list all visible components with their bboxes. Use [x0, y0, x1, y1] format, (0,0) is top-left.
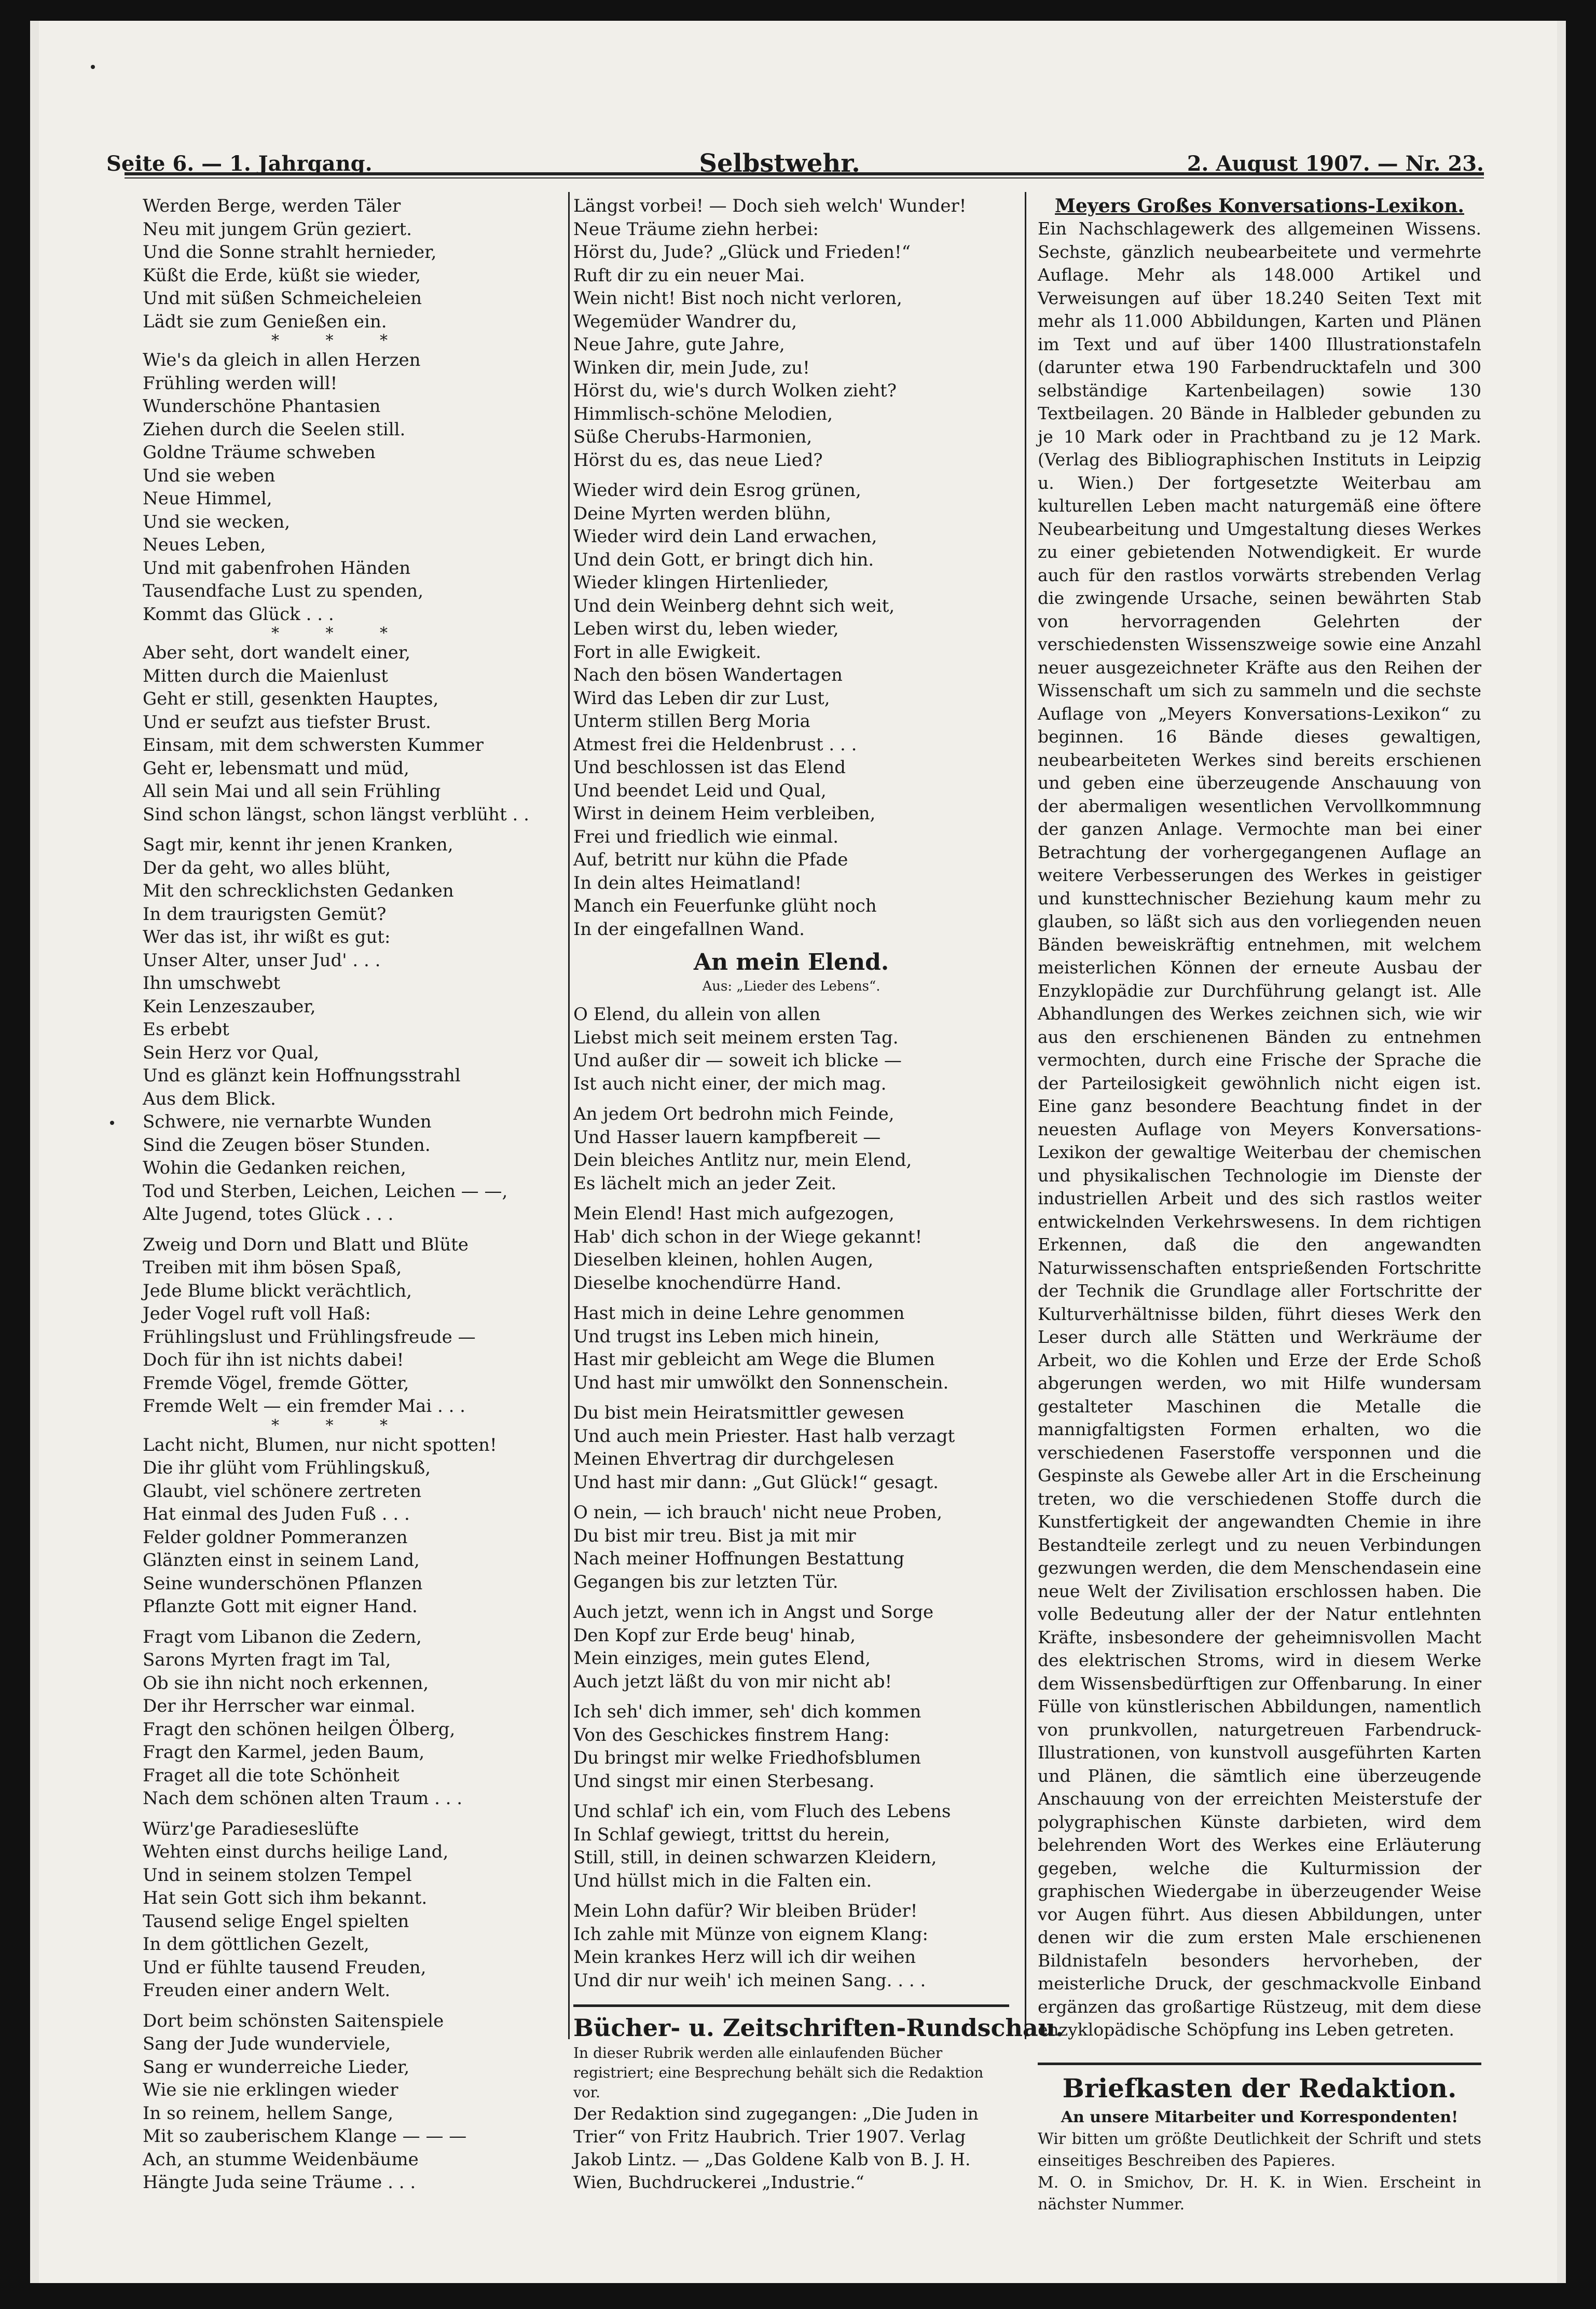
poem-line: Den Kopf zur Erde beug' hinab, — [573, 1625, 856, 1646]
poem-line: Glaubt, viel schönere zertreten — [143, 1480, 422, 1502]
poem-line: Winken dir, mein Jude, zu! — [573, 357, 810, 378]
poem-line: Hörst du, wie's durch Wolken zieht? — [573, 380, 897, 401]
stanza-gap — [573, 1095, 1009, 1103]
poem-line: An jedem Ort bedrohn mich Feinde, — [573, 1104, 895, 1124]
poem-line: Goldne Träume schweben — [143, 442, 376, 463]
section-rule — [1038, 2063, 1481, 2065]
poem-line: Und dein Gott, er bringt dich hin. — [573, 549, 874, 570]
poem-line: Jeder Vogel ruft voll Haß: — [143, 1303, 371, 1324]
poem-line: Dein bleiches Antlitz nur, mein Elend, — [573, 1150, 912, 1171]
poem-line: In der eingefallnen Wand. — [573, 918, 805, 940]
poem-line: Ich seh' dich immer, seh' dich kommen — [573, 1701, 921, 1722]
poem-line: Und singst mir einen Sterbesang. — [573, 1770, 875, 1792]
poem-line: Und in seinem stolzen Tempel — [143, 1864, 412, 1886]
poem-line: Himmlisch-schöne Melodien, — [573, 403, 833, 424]
poem-line: Meinen Ehvertrag dir durchgelesen — [573, 1449, 895, 1469]
header-right: 2. August 1907. — Nr. 23. — [1187, 151, 1484, 176]
scan-border-top — [0, 0, 1596, 21]
poem-line: Neue Träume ziehn herbei: — [573, 218, 819, 240]
poem-line: Wein nicht! Bist noch nicht verloren, — [573, 288, 902, 309]
poem-line: Und mit gabenfrohen Händen — [143, 557, 411, 579]
poem-line: Und hüllst mich in die Falten ein. — [573, 1870, 872, 1891]
poem-line: Fort in alle Ewigkeit. — [573, 641, 762, 663]
poem-line: Aber seht, dort wandelt einer, — [143, 642, 411, 663]
poem-line: Und beendet Leid und Qual, — [573, 780, 827, 801]
rundschau-title: Bücher- u. Zeitschriften-Rundschau. — [573, 2014, 1064, 2042]
poem-line: Wird das Leben dir zur Lust, — [573, 688, 830, 709]
poem-line: Deine Myrten werden blühn, — [573, 503, 832, 524]
poem-line: Es lächelt mich an jeder Zeit. — [573, 1173, 837, 1194]
poem-line: Mein einziges, mein gutes Elend, — [573, 1648, 871, 1669]
poem-line: Die ihr glüht vom Frühlingskuß, — [143, 1458, 431, 1478]
poem-line: Und dein Weinberg dehnt sich weit, — [573, 595, 895, 616]
column-poem-1 — [143, 195, 537, 2194]
poem-line: Treiben mit ihm bösen Spaß, — [143, 1257, 402, 1278]
poem-line: Gegangen bis zur letzten Tür. — [573, 1571, 838, 1592]
poem-line: Neue Himmel, — [143, 488, 272, 509]
poem-line: Küßt die Erde, küßt sie wieder, — [143, 265, 421, 286]
poem-line: Doch für ihn ist nichts dabei! — [143, 1350, 404, 1370]
poem-line: Du bist mir treu. Bist ja mit mir — [573, 1525, 856, 1546]
poem-line: Und sie weben — [143, 465, 276, 486]
review-body: Ein Nachschlagewerk des allgemeinen Wissens. Sechste, gänzlich neubearbeitete und vermehrte Auflage. Mehr als 148.000 Artikel und Verweisungen auf über 18.240 Seiten Text mit mehr als 11.000 Abbildungen, Karten und Plänen im Text und auf über 1400 Illustrationstafeln (darunter etwa 190 Farbendrucktafeln und 300 selbständige Kartenbeilagen) sowie 130 Textbeilagen. 20 Bände in Halbleder gebunden zu je 10 Mark oder in Prachtband zu je 12 Mark. (Verlag des Bibliographischen Instituts in Leipzig u. Wien.) Der fortgesetzte Weiterbau am kulturellen Leben macht naturgemäß eine öftere Neubearbeitung und Umgestaltung dieses Werkes zu einer gebietenden Notwendigkeit. Er wurde auch für den rastlos vorwärts strebenden Verlag die zwingende Ursache, seinen bewährten Stab von hervorragenden Gelehrten der verschiedensten Wissenszweige sowie eine Anzahl neuer ausgezeichneter Kräfte aus den Reihen der Wissenschaft um sich zu sammeln und die sechste Auflage von „Meyers Konversations-Lexikon“ zu beginnen. 16 Bände dieses gewaltigen, neubearbeiteten Werkes sind bereits erschienen und geben eine überzeugende Anschauung von der abermaligen wesentlichen Vervollkommnung der ganzen Anlage. Vermochte man bei einer Betrachtung der vorhergegangenen Auflage an weitere Verbesserungen des Werkes in geistiger und kunsttechnischer Beziehung kaum mehr zu glauben, so läßt sich aus den vorliegenden neuen Bänden beweiskräftig entnehmen, mit welchem meisterlichen Können der erneute Ausbau der Enzyklopädie zur Durchführung gelangt ist. Alle Abhandlungen des Werkes zeichnen sich, wie wir aus den erschienenen Bänden zu entnehmen vermochten, durch eine Frische der Sprache die der Parteilosigkeit gewöhnlich nicht eigen ist. Eine ganz besondere Beachtung findet in der neuesten Auflage von Meyers Konversations-Lexikon der gewaltige Weiterbau der chemischen und physikalischen Technologie im Dienste der industriellen Arbeit und des sich rastlos weiter entwickelnden Verkehrswesens. In dem richtigen Erkennen, daß die den angewandten Naturwissenschaften entsprießenden Fortschritte der Technik die Grundlage aller Fortschritte der Kulturverhältnisse bilden, führt dieses Werk den Leser durch alle Stätten und Werkräume der Arbeit, wo die Kohlen und Erze der Erde Schoß abgerungen werden, wo mit Hilfe wundersam gestalteter Maschinen die Metalle die mannigfaltigsten Formen erhalten, wo die verschiedenen Faserstoffe versponnen und die Gespinste als Gewebe aller Art in die Erscheinung treten, wo die verschiedenen Stoffe durch die Kunstfertigkeit der angewandten Chemie in ihre Bestandteile zerlegt und zu neuen Verbindungen gezwungen werden, die dem Menschendasein eine neue Welt der Zivilisation erschlossen haben. Die volle Bedeutung aller der der Natur entlehnten Kräfte, insbesondere der geheimnisvollen Macht des elektrischen Stroms, wird in diesem Werke dem Wissensbedürftigen zur Offenbarung. In einer Fülle von künstlerischen Abbildungen, namentlich von prunkvollen, naturgetreuen Farbendruck-Illustrationen, von kunstvoll ausgeführten Karten und Plänen, die sämtlich eine überzeugende Anschauung von der erreichten Meisterstufe der polygraphischen Künste darbieten, wird dem belehrenden Wort des Werkes eine Erläuterung gegeben, welche die Kulturmission der graphischen Wiedergabe in überzeugender Weise vor Augen führt. Aus diesen Abbildungen, unter denen wir die zum ersten Male erschienenen Bildnistafeln besonders hervorheben, der meisterliche Druck, der geschmackvolle Einband ergänzen das großartige Rüstzeug, mit dem diese enzyklopädische Schöpfung ins Leben getreten. — [1038, 218, 1481, 2040]
header-left: Seite 6. — 1. Jahrgang. — [106, 151, 373, 176]
poem-line: Frühling werden will! — [143, 373, 338, 394]
briefkasten-note: Wir bitten um größte Deutlichkeit der Schrift und stets einseitiges Beschreiben des Papieres. — [1038, 2129, 1481, 2170]
poem-line: Jede Blume blickt verächtlich, — [143, 1280, 412, 1301]
poem-line: Neu mit jungem Grün geziert. — [143, 218, 412, 240]
poem-line: O Elend, du allein von allen — [573, 1004, 821, 1025]
column-divider-2 — [1025, 192, 1026, 2039]
poem-line: Sang er wunderreiche Lieder, — [143, 2056, 410, 2078]
stanza-gap — [573, 1195, 1009, 1202]
poem-line: Nach dem schönen alten Traum . . . — [143, 1788, 463, 1809]
poem-line: Neues Leben, — [143, 534, 266, 555]
poem-line: Sagt mir, kennt ihr jenen Kranken, — [143, 834, 453, 855]
stanza-gap — [573, 1593, 1009, 1601]
poem-line: Fragt den schönen heilgen Ölberg, — [143, 1719, 456, 1740]
poem-line: Nach den bösen Wandertagen — [573, 665, 843, 685]
poem-line: Und mit süßen Schmeicheleien — [143, 288, 422, 309]
stanza-stars: * * * — [271, 332, 409, 350]
poem-line: Hat einmal des Juden Fuß . . . — [143, 1504, 410, 1524]
poem-line: Tausendfache Lust zu spenden, — [143, 581, 423, 601]
poem-line: Sarons Myrten fragt im Tal, — [143, 1650, 391, 1670]
poem-line: Wieder wird dein Land erwachen, — [573, 526, 877, 547]
rundschau-note: In dieser Rubrik werden alle einlaufenden Bücher registriert; eine Besprechung behält sich die Redaktion vor. — [573, 2044, 984, 2101]
poem-line: Hat sein Gott sich ihm bekannt. — [143, 1888, 428, 1908]
poem-line: Du bist mein Heiratsmittler gewesen — [573, 1403, 904, 1423]
poem-line: Auch jetzt, wenn ich in Angst und Sorge — [573, 1602, 934, 1623]
poem-line: Wegemüder Wandrer du, — [573, 311, 797, 332]
poem-line: In so reinem, hellem Sange, — [143, 2102, 394, 2124]
column-poem-2 — [573, 195, 1064, 2194]
poem-line: Längst vorbei! — Doch sieh welch' Wunder! — [573, 196, 967, 216]
poem-line: In dem traurigsten Gemüt? — [143, 903, 387, 925]
poem-line: In Schlaf gewiegt, trittst du herein, — [573, 1824, 890, 1845]
poem-line: Frei und friedlich wie einmal. — [573, 826, 839, 847]
stanza-gap — [573, 1693, 1009, 1700]
poem-line: Leben wirst du, leben wieder, — [573, 619, 839, 639]
poem-line: Mein Lohn dafür? Wir bleiben Brüder! — [573, 1901, 918, 1921]
poem-line: Pflanzte Gott mit eigner Hand. — [143, 1596, 418, 1617]
poem-line: Liebst mich seit meinem ersten Tag. — [573, 1027, 899, 1048]
stanza-gap — [143, 2002, 537, 2010]
poem-line: Ziehen durch die Seelen still. — [143, 419, 406, 440]
stanza-gap — [143, 1226, 537, 1233]
poem-line: Ruft dir zu ein neuer Mai. — [573, 265, 805, 286]
poem-line: Hängte Juda seine Träume . . . — [143, 2172, 416, 2193]
poem-line: Manch ein Feuerfunke glüht noch — [573, 896, 877, 916]
poem-line: Seine wunderschönen Pflanzen — [143, 1573, 423, 1594]
poem-line: Ach, an stumme Weidenbäume — [143, 2149, 419, 2170]
poem-line: Tod und Sterben, Leichen, Leichen — —, — [143, 1180, 508, 1202]
poem-line: Werden Berge, werden Täler — [143, 196, 401, 216]
poem-line: In dem göttlichen Gezelt, — [143, 1934, 369, 1955]
poem-line: Süße Cherubs-Harmonien, — [573, 427, 813, 447]
poem-line: Neue Jahre, gute Jahre, — [573, 334, 785, 355]
poem-line: Und hast mir umwölkt den Sonnenschein. — [573, 1372, 949, 1393]
poem-line: Nach meiner Hoffnungen Bestattung — [573, 1548, 905, 1569]
poem-line: Hörst du, Jude? „Glück und Frieden!“ — [573, 242, 911, 263]
poem-line: Kommt das Glück . . . — [143, 603, 334, 625]
header-masthead: Selbstwehr. — [699, 149, 860, 178]
poem-line: Sang der Jude wunderviele, — [143, 2033, 391, 2054]
poem-line: Sind schon längst, schon längst verblüht . . — [143, 804, 529, 825]
poem-line: All sein Mai und all sein Frühling — [143, 781, 441, 802]
poem-line: Und Hasser lauern kampfbereit — — [573, 1126, 881, 1148]
poem-source: Aus: „Lieder des Lebens“. — [702, 979, 880, 994]
poem-line: Mein Elend! Hast mich aufgezogen, — [573, 1203, 895, 1224]
poem-line: In dein altes Heimatland! — [573, 872, 802, 894]
poem-line: Dort beim schönsten Saitenspiele — [143, 2010, 444, 2031]
scan-border-bottom — [0, 2283, 1596, 2309]
poem-line: Fremde Vögel, fremde Götter, — [143, 1372, 409, 1394]
poem-line: Geht er, lebensmatt und müd, — [143, 758, 409, 779]
poem-line: Wehten einst durchs heilige Land, — [143, 1841, 449, 1862]
poem-line: Und er fühlte tausend Freuden, — [143, 1957, 426, 1978]
poem-line: Und sie wecken, — [143, 511, 291, 532]
column-review — [1038, 195, 1481, 2216]
poem-line: Auch jetzt läßt du von mir nicht ab! — [573, 1671, 892, 1692]
poem-line: Alte Jugend, totes Glück . . . — [143, 1204, 394, 1225]
poem-line: Und außer dir — soweit ich blicke — — [573, 1050, 902, 1071]
stanza-stars: * * * — [271, 624, 409, 642]
poem-line: Fraget all die tote Schönheit — [143, 1765, 400, 1786]
header-rule — [125, 172, 1484, 175]
poem-line: Wie's da gleich in allen Herzen — [143, 350, 421, 370]
scan-border-left — [0, 0, 30, 2309]
briefkasten-answer: M. O. in Smichov, Dr. H. K. in Wien. Erscheint in nächster Nummer. — [1038, 2173, 1481, 2214]
header-rule-thin — [125, 177, 1484, 178]
stanza-gap — [573, 941, 1009, 948]
poem-line: Mit den schrecklichsten Gedanken — [143, 881, 454, 901]
stanza-stars: * * * — [271, 1416, 409, 1435]
poem-line: Aus dem Blick. — [143, 1088, 276, 1109]
poem-line: Lädt sie zum Genießen ein. — [143, 311, 387, 332]
stanza-gap — [573, 1394, 1009, 1401]
poem-line: Hast mir gebleicht am Wege die Blumen — [573, 1349, 935, 1370]
poem-line: Und trugst ins Leben mich hinein, — [573, 1326, 880, 1347]
poem-line: Wunderschöne Phantasien — [143, 396, 381, 417]
briefkasten-subtitle: An unsere Mitarbeiter und Korrespondenten! — [1061, 2108, 1459, 2126]
poem-line: Es erbebt — [143, 1019, 229, 1040]
poem-line: Hörst du es, das neue Lied? — [573, 449, 823, 471]
poem-line: Wirst in deinem Heim verbleiben, — [573, 803, 876, 824]
poem-line: Ob sie ihn nicht noch erkennen, — [143, 1672, 429, 1694]
poem-line: Lacht nicht, Blumen, nur nicht spotten! — [143, 1434, 497, 1455]
poem-line: Ist auch nicht einer, der mich mag. — [573, 1073, 887, 1094]
poem-line: Glänzten einst in seinem Land, — [143, 1550, 420, 1571]
stanza-gap — [573, 1494, 1009, 1501]
poem-line: Mein krankes Herz will ich dir weihen — [573, 1947, 916, 1968]
poem-line: Einsam, mit dem schwersten Kummer — [143, 735, 484, 755]
stanza-gap — [143, 1618, 537, 1626]
poem-line: Und beschlossen ist das Elend — [573, 757, 846, 778]
stanza-gap — [573, 472, 1009, 479]
poem-line: Kein Lenzeszauber, — [143, 996, 316, 1017]
poem-line: Freuden einer andern Welt. — [143, 1980, 391, 2001]
poem-line: Hab' dich schon in der Wiege gekannt! — [573, 1226, 923, 1247]
poem-line: Hast mich in deine Lehre genommen — [573, 1303, 905, 1324]
poem-line: Mit so zauberischem Klange — — — — [143, 2126, 467, 2147]
poem-line: Unterm stillen Berg Moria — [573, 711, 810, 732]
poem-line: Wieder klingen Hirtenlieder, — [573, 572, 829, 593]
poem-line: Der ihr Herrscher war einmal. — [143, 1696, 416, 1716]
column-divider-1 — [568, 192, 570, 2039]
poem-line: Und dir nur weih' ich meinen Sang. . . . — [573, 1970, 926, 1991]
stanza-gap — [573, 996, 1009, 1003]
poem-line: Fremde Welt — ein fremder Mai . . . — [143, 1396, 465, 1417]
poem-line: Würz'ge Paradieseslüfte — [143, 1818, 359, 1839]
poem-line: Der da geht, wo alles blüht, — [143, 857, 391, 878]
poem-line: Still, still, in deinen schwarzen Kleidern, — [573, 1847, 937, 1868]
poem-line: Und er seufzt aus tiefster Brust. — [143, 711, 431, 733]
poem-line: Wieder wird dein Esrog grünen, — [573, 480, 861, 501]
poem-line: Von des Geschickes finstrem Hang: — [573, 1724, 890, 1746]
poem-line: Atmest frei die Heldenbrust . . . — [573, 734, 857, 755]
poem-line: Geht er still, gesenkten Hauptes, — [143, 689, 439, 709]
stanza-gap — [143, 1810, 537, 1818]
scan-border-right — [1566, 0, 1596, 2309]
poem-line: Ich zahle mit Münze von eignem Klang: — [573, 1923, 928, 1945]
briefkasten-title: Briefkasten der Redaktion. — [1062, 2072, 1457, 2104]
scan-speck — [110, 1121, 114, 1125]
poem-line: Tausend selige Engel spielten — [143, 1911, 409, 1932]
rundschau-body: Der Redaktion sind zugegangen: „Die Juden in Trier“ von Fritz Haubrich. Trier 1907. Verlag Jakob Lintz. — „Das Goldene Kalb von B. J. H. Wien, Buchdruckerei „Industrie.“ — [573, 2104, 979, 2192]
poem-line: Dieselben kleinen, hohlen Augen, — [573, 1249, 874, 1270]
poem-line: Felder goldner Pommeranzen — [143, 1527, 408, 1548]
stanza-gap — [573, 1992, 1009, 1999]
poem-line: Wie sie nie erklingen wieder — [143, 2080, 398, 2100]
review-title: Meyers Großes Konversations-Lexikon. — [1055, 195, 1464, 217]
poem-line: Und es glänzt kein Hoffnungsstrahl — [143, 1065, 461, 1086]
poem-line: Ihn umschwebt — [143, 973, 281, 994]
poem-line: Schwere, nie vernarbte Wunden — [143, 1111, 432, 1132]
scan-speck — [91, 65, 95, 69]
poem-line: Dieselbe knochendürre Hand. — [573, 1272, 842, 1294]
poem-line: Und auch mein Priester. Hast halb verzagt — [573, 1425, 955, 1447]
stanza-gap — [573, 1793, 1009, 1800]
poem-line: Mitten durch die Maienlust — [143, 665, 388, 686]
poem-line: Und die Sonne strahlt hernieder, — [143, 242, 437, 263]
poem-line: Auf, betritt nur kühn die Pfade — [573, 849, 848, 870]
poem-line: Sein Herz vor Qual, — [143, 1042, 320, 1063]
poem-line: Wohin die Gedanken reichen, — [143, 1158, 406, 1178]
poem-line: Unser Alter, unser Jud' . . . — [143, 950, 381, 971]
poem-line: Und hast mir dann: „Gut Glück!“ gesagt. — [573, 1472, 939, 1493]
poem-line: Fragt den Karmel, jeden Baum, — [143, 1742, 425, 1763]
poem-line: Sind die Zeugen böser Stunden. — [143, 1134, 431, 1156]
poem-line: Zweig und Dorn und Blatt und Blüte — [143, 1234, 469, 1255]
poem-line: O nein, — ich brauch' nicht neue Proben, — [573, 1502, 943, 1523]
poem-line: Fragt vom Libanon die Zedern, — [143, 1626, 422, 1647]
poem-line: Frühlingslust und Frühlingsfreude — — [143, 1326, 476, 1348]
section-rule — [573, 2004, 1009, 2007]
stanza-gap — [573, 1295, 1009, 1302]
stanza-gap — [573, 1892, 1009, 1900]
poem-line: Wer das ist, ihr wißt es gut: — [143, 927, 391, 947]
stanza-gap — [143, 826, 537, 833]
poem-line: Und schlaf' ich ein, vom Fluch des Lebens — [573, 1801, 951, 1822]
poem-title: An mein Elend. — [693, 949, 889, 975]
poem-line: Du bringst mir welke Friedhofsblumen — [573, 1748, 921, 1768]
